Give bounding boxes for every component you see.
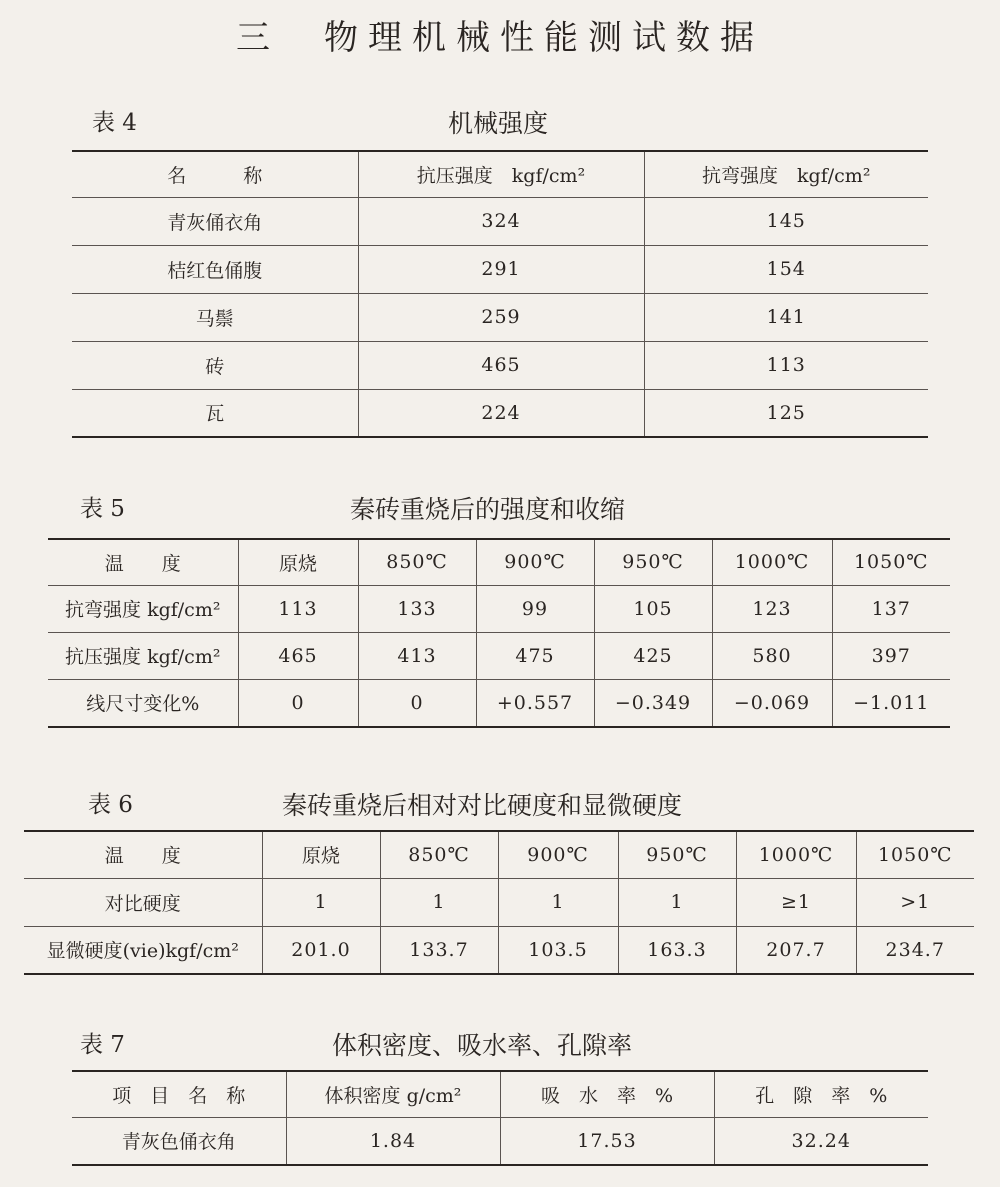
table5-header: 1050℃ bbox=[832, 539, 950, 585]
table7 bbox=[72, 1070, 928, 1166]
table4-cell: 224 bbox=[358, 389, 644, 437]
table-row bbox=[48, 632, 950, 679]
table7-header: 体积密度 g/cm² bbox=[286, 1071, 500, 1117]
table4-cell: 141 bbox=[644, 293, 928, 341]
table5-cell: 0 bbox=[238, 679, 358, 727]
table4-cell: 291 bbox=[358, 245, 644, 293]
table5-cell: 413 bbox=[358, 632, 476, 679]
table6-cell: 显微硬度(vie)kgf/cm² bbox=[24, 926, 262, 974]
table6-label: 表 6 bbox=[88, 792, 133, 818]
table4-cell: 马鬃 bbox=[72, 293, 358, 341]
table5-cell: 425 bbox=[594, 632, 712, 679]
table4-cell: 113 bbox=[644, 341, 928, 389]
table5-cell: 抗弯强度 kgf/cm² bbox=[48, 585, 238, 632]
table5-header-row bbox=[48, 539, 950, 585]
table5-cell: 105 bbox=[594, 585, 712, 632]
table6-cell: 1 bbox=[262, 878, 380, 926]
table5 bbox=[48, 538, 950, 728]
table6-cell: ≥1 bbox=[736, 878, 856, 926]
table4-header: 名 称 bbox=[72, 151, 358, 197]
table5-cell: 475 bbox=[476, 632, 594, 679]
table-row bbox=[24, 926, 974, 974]
table4-cell: 青灰俑衣角 bbox=[72, 197, 358, 245]
table6-cell: 163.3 bbox=[618, 926, 736, 974]
table4-cell: 125 bbox=[644, 389, 928, 437]
table5-cell: −1.011 bbox=[832, 679, 950, 727]
table5-cell: 465 bbox=[238, 632, 358, 679]
table7-cell: 青灰色俑衣角 bbox=[72, 1117, 286, 1165]
table5-cell: 线尺寸变化% bbox=[48, 679, 238, 727]
table7-header-row bbox=[72, 1071, 928, 1117]
table5-header: 900℃ bbox=[476, 539, 594, 585]
table6-header: 850℃ bbox=[380, 831, 498, 878]
table5-label: 表 5 bbox=[80, 496, 125, 522]
table6-cell: 1 bbox=[618, 878, 736, 926]
table5-header: 原烧 bbox=[238, 539, 358, 585]
table5-header: 950℃ bbox=[594, 539, 712, 585]
table4-header: 抗弯强度 kgf/cm² bbox=[644, 151, 928, 197]
table6-cell: 1 bbox=[498, 878, 618, 926]
table6-header: 原烧 bbox=[262, 831, 380, 878]
table-row bbox=[72, 197, 928, 245]
table5-header: 温 度 bbox=[48, 539, 238, 585]
table6-header: 950℃ bbox=[618, 831, 736, 878]
table7-cell: 1.84 bbox=[286, 1117, 500, 1165]
table5-cell: −0.349 bbox=[594, 679, 712, 727]
table6-cell: 103.5 bbox=[498, 926, 618, 974]
table5-cell: 99 bbox=[476, 585, 594, 632]
table6-header-row bbox=[24, 831, 974, 878]
table7-cell: 17.53 bbox=[500, 1117, 714, 1165]
table7-header: 吸 水 率 % bbox=[500, 1071, 714, 1117]
table4-cell: 324 bbox=[358, 197, 644, 245]
table-row bbox=[24, 878, 974, 926]
table4-label: 表 4 bbox=[92, 110, 137, 136]
table6-cell: >1 bbox=[856, 878, 974, 926]
table-row bbox=[72, 293, 928, 341]
table6-cell: 201.0 bbox=[262, 926, 380, 974]
table4-cell: 465 bbox=[358, 341, 644, 389]
table6-header: 900℃ bbox=[498, 831, 618, 878]
table-row bbox=[48, 585, 950, 632]
table5-cell: 133 bbox=[358, 585, 476, 632]
table6-header: 1050℃ bbox=[856, 831, 974, 878]
table5-header: 850℃ bbox=[358, 539, 476, 585]
page-title: 三 物理机械性能测试数据 bbox=[236, 18, 764, 58]
table6 bbox=[24, 830, 974, 975]
table6-header: 温 度 bbox=[24, 831, 262, 878]
table7-caption: 体积密度、吸水率、孔隙率 bbox=[332, 1031, 633, 1060]
table4-cell: 桔红色俑腹 bbox=[72, 245, 358, 293]
table6-cell: 对比硬度 bbox=[24, 878, 262, 926]
table4-header-row bbox=[72, 151, 928, 197]
table4 bbox=[72, 150, 928, 438]
table5-cell: 397 bbox=[832, 632, 950, 679]
table5-cell: −0.069 bbox=[712, 679, 832, 727]
table7-header: 项 目 名 称 bbox=[72, 1071, 286, 1117]
table7-cell: 32.24 bbox=[714, 1117, 928, 1165]
table4-cell: 154 bbox=[644, 245, 928, 293]
table4-cell: 瓦 bbox=[72, 389, 358, 437]
table-row bbox=[48, 679, 950, 727]
table7-label: 表 7 bbox=[80, 1032, 125, 1058]
table6-cell: 234.7 bbox=[856, 926, 974, 974]
table6-header: 1000℃ bbox=[736, 831, 856, 878]
table5-cell: 580 bbox=[712, 632, 832, 679]
table7-header: 孔 隙 率 % bbox=[714, 1071, 928, 1117]
table-row bbox=[72, 389, 928, 437]
table-row bbox=[72, 245, 928, 293]
table5-cell: 137 bbox=[832, 585, 950, 632]
table5-cell: +0.557 bbox=[476, 679, 594, 727]
table6-cell: 1 bbox=[380, 878, 498, 926]
table4-header: 抗压强度 kgf/cm² bbox=[358, 151, 644, 197]
table4-caption: 机械强度 bbox=[448, 109, 549, 138]
table5-header: 1000℃ bbox=[712, 539, 832, 585]
table6-caption: 秦砖重烧后相对对比硬度和显微硬度 bbox=[282, 791, 683, 820]
table6-cell: 207.7 bbox=[736, 926, 856, 974]
table-row bbox=[72, 341, 928, 389]
table5-cell: 抗压强度 kgf/cm² bbox=[48, 632, 238, 679]
table5-caption: 秦砖重烧后的强度和收缩 bbox=[350, 495, 626, 524]
table5-cell: 0 bbox=[358, 679, 476, 727]
table5-cell: 113 bbox=[238, 585, 358, 632]
table4-cell: 259 bbox=[358, 293, 644, 341]
table6-cell: 133.7 bbox=[380, 926, 498, 974]
table4-cell: 砖 bbox=[72, 341, 358, 389]
table5-cell: 123 bbox=[712, 585, 832, 632]
table4-cell: 145 bbox=[644, 197, 928, 245]
table-row bbox=[72, 1117, 928, 1165]
